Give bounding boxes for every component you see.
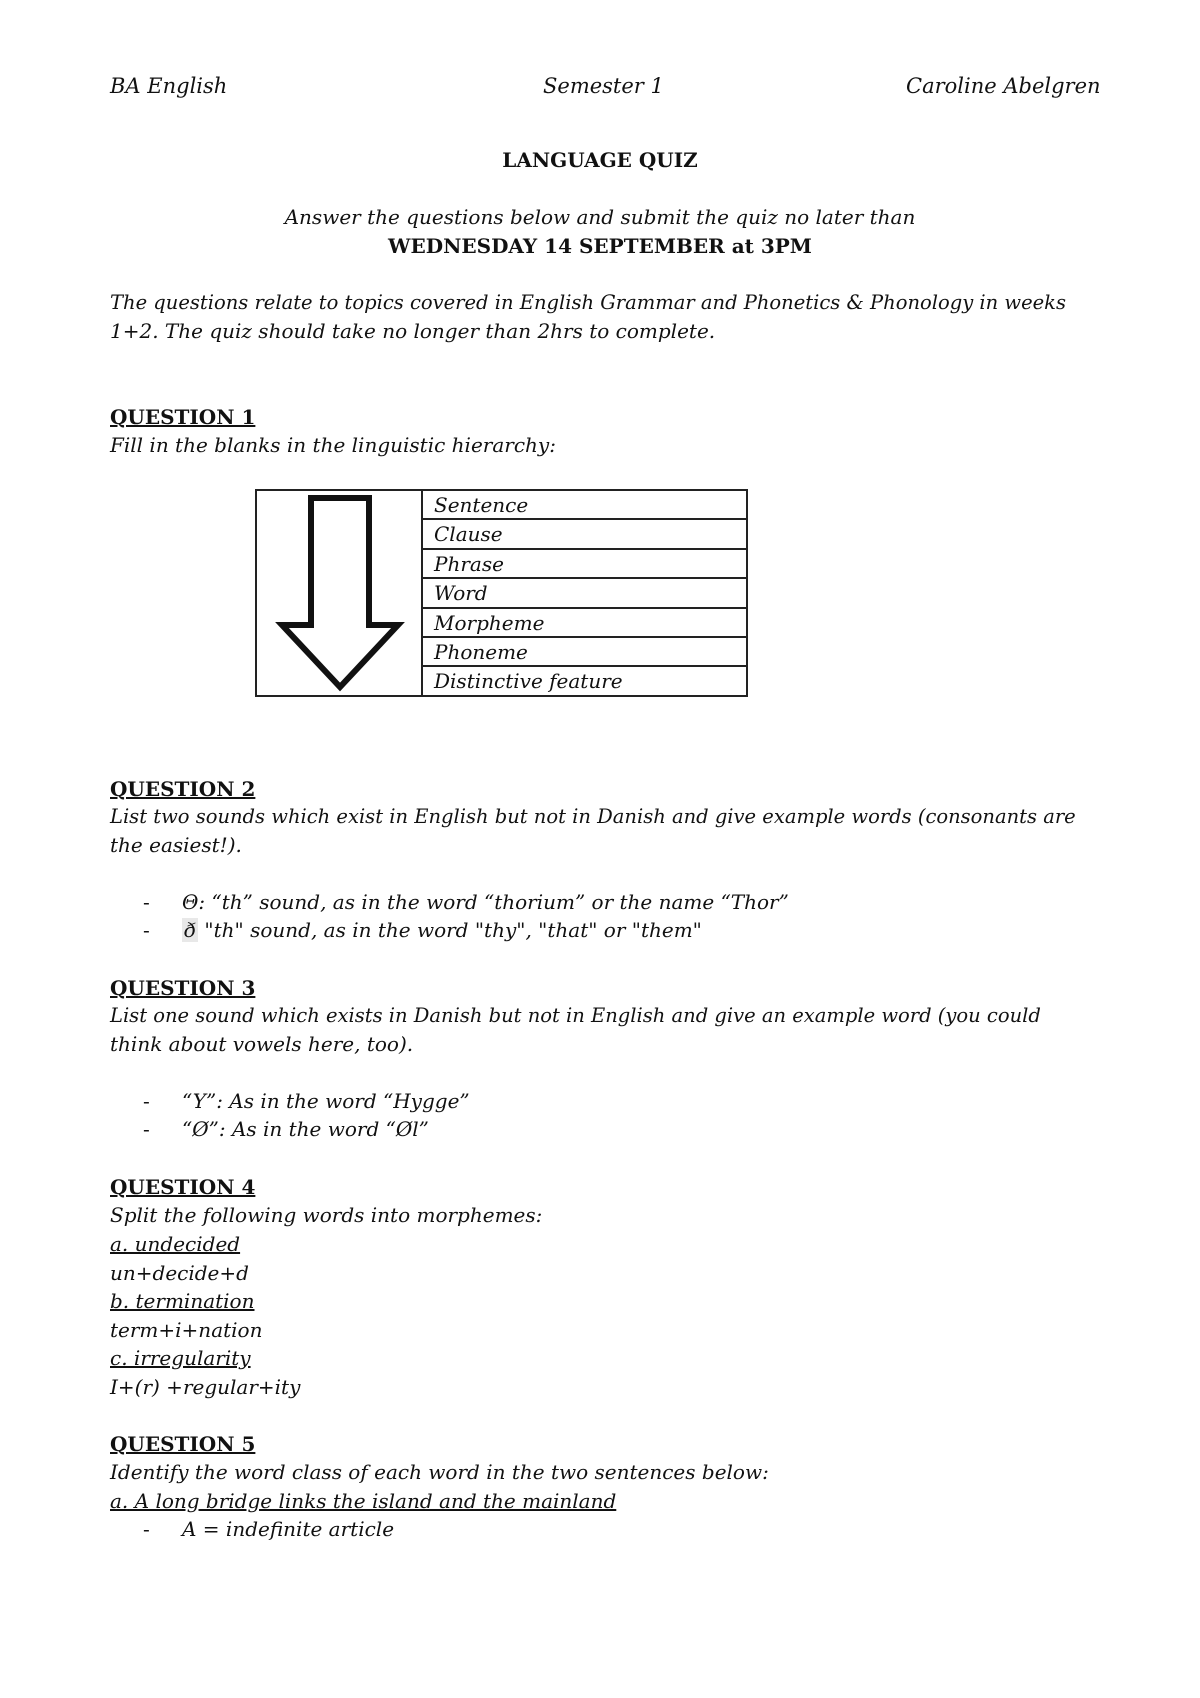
question-2-heading: QUESTION 2: [110, 777, 256, 801]
morpheme-word: b. termination: [110, 1289, 255, 1313]
morpheme-split: un+decide+d: [110, 1261, 249, 1285]
question-3-prompt-line-1: List one sound which exists in Danish but not in English and give an example word (you could: [110, 1004, 1041, 1027]
hierarchy-level: Distinctive feature: [434, 669, 623, 694]
hierarchy-level: Sentence: [423, 491, 746, 520]
course-note-line-1: The questions relate to topics covered in English Grammar and Phonetics & Phonology in weeks: [110, 291, 1067, 314]
list-bullet: -: [143, 1117, 150, 1141]
morpheme-word: a. undecided: [110, 1232, 241, 1256]
hierarchy-level: Clause: [423, 520, 746, 549]
answer-text: A = indefinite article: [182, 1517, 395, 1541]
list-bullet: -: [143, 890, 150, 914]
list-bullet: -: [143, 918, 150, 942]
hierarchy-level: Word: [423, 579, 746, 608]
list-bullet: -: [143, 1089, 150, 1113]
hierarchy-arrow-cell: [257, 491, 423, 695]
eth-symbol: ð: [184, 918, 197, 942]
header-semester: Semester 1: [543, 74, 664, 98]
hierarchy-level: Phoneme: [423, 638, 746, 667]
linguistic-hierarchy-table: [255, 489, 748, 697]
morpheme-split: term+i+nation: [110, 1318, 263, 1342]
question-5-heading: QUESTION 5: [110, 1432, 256, 1456]
instructions-line: Answer the questions below and submit the quiz no later than: [284, 205, 916, 229]
question-2-prompt-line-2: the easiest!).: [110, 833, 242, 857]
hierarchy-levels: [423, 491, 746, 695]
question-5-sentence: a. A long bridge links the island and the mainland: [110, 1489, 617, 1513]
answer-text: “Ø”: As in the word “Øl”: [182, 1117, 429, 1141]
question-1-heading: QUESTION 1: [110, 405, 256, 429]
question-2-prompt-line-1: List two sounds which exist in English but not in Danish and give example words (consonants are: [110, 805, 1076, 828]
morpheme-split: I+(r) +regular+ity: [110, 1375, 301, 1399]
hierarchy-level: Phrase: [423, 550, 746, 579]
answer-text-rest: "th" sound, as in the word "thy", "that" or "them": [198, 918, 702, 942]
list-bullet: -: [143, 1517, 150, 1541]
question-5-prompt: Identify the word class of each word in the two sentences below:: [110, 1460, 769, 1484]
answer-text: “Y”: As in the word “Hygge”: [182, 1089, 470, 1113]
question-4-prompt: Split the following words into morphemes:: [110, 1203, 543, 1227]
question-1-prompt: Fill in the blanks in the linguistic hierarchy:: [110, 433, 556, 457]
course-note-line-2: 1+2. The quiz should take no longer than 2hrs to complete.: [110, 319, 716, 343]
header-course: BA English: [110, 74, 228, 98]
question-4-heading: QUESTION 4: [110, 1175, 256, 1199]
down-arrow-icon: [257, 491, 419, 695]
page-title: LANGUAGE QUIZ: [502, 148, 698, 172]
header-author: Caroline Abelgren: [906, 74, 1101, 98]
question-3-prompt-line-2: think about vowels here, too).: [110, 1032, 414, 1056]
deadline: WEDNESDAY 14 SEPTEMBER at 3PM: [388, 234, 812, 258]
answer-text: [182, 918, 702, 942]
answer-text: Θ: “th” sound, as in the word “thorium” or the name “Thor”: [182, 890, 789, 914]
question-3-heading: QUESTION 3: [110, 976, 256, 1000]
morpheme-word: c. irregularity: [110, 1346, 251, 1370]
hierarchy-level: Morpheme: [423, 609, 746, 638]
